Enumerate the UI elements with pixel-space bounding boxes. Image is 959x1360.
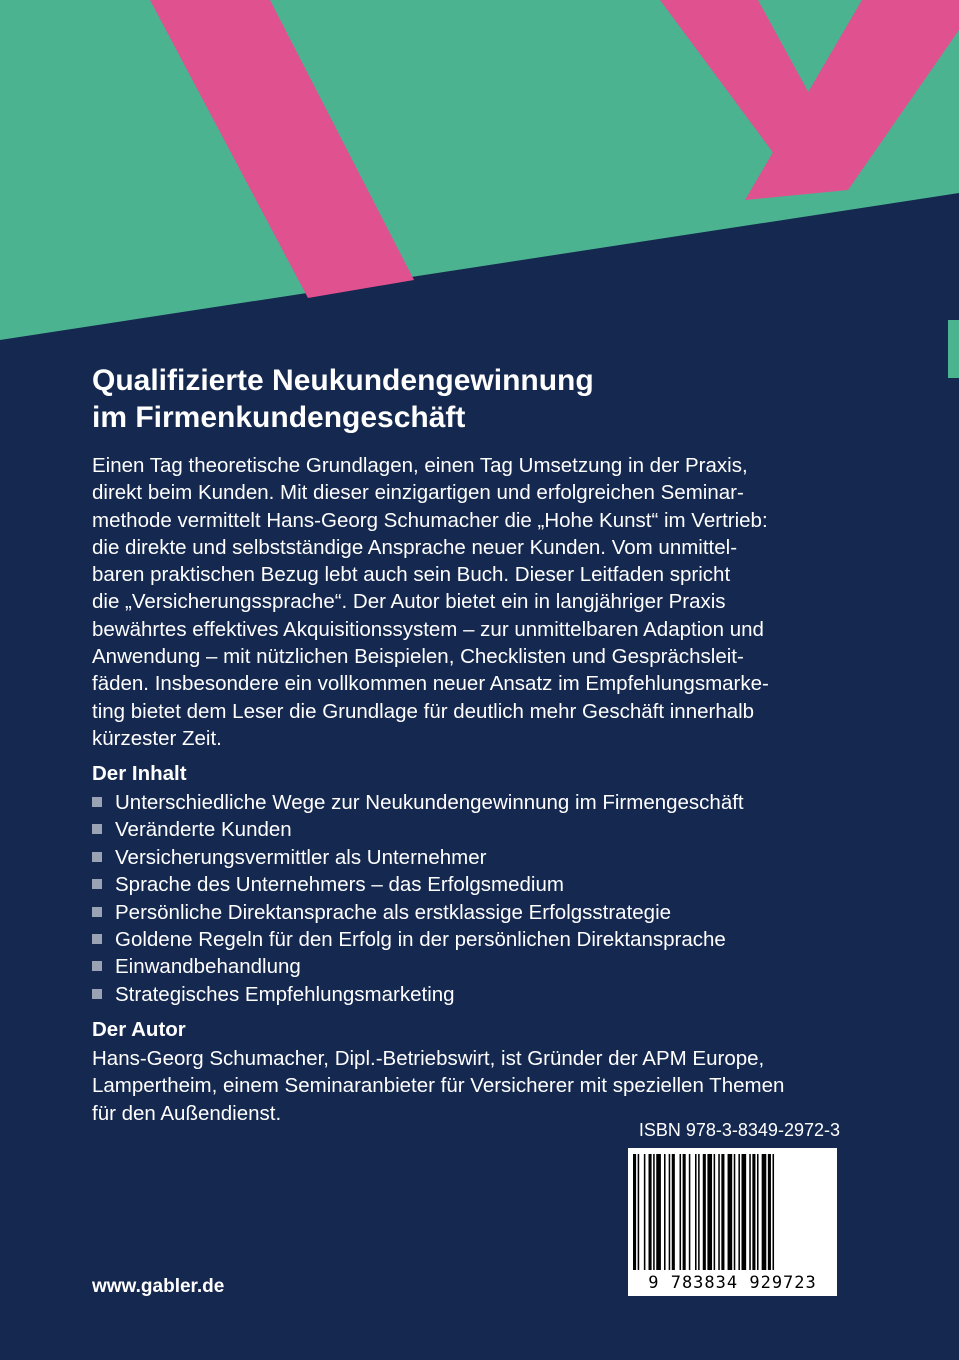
list-item [92, 981, 872, 1008]
blurb-line: bewährtes effektives Akquisitionssystem – zur unmittelbaren Adaption und [92, 617, 764, 641]
blurb-line: fäden. Insbesondere ein vollkommen neuer Ansatz im Empfehlungsmarke- [92, 672, 769, 696]
square-bullet-icon [92, 852, 102, 862]
contents-list [92, 789, 872, 1008]
barcode-bar [749, 1154, 751, 1270]
list-item-text: Strategisches Empfehlungsmarketing [115, 982, 455, 1006]
barcode-bar [718, 1154, 720, 1270]
barcode-bar [698, 1154, 700, 1270]
square-bullet-icon [92, 797, 102, 807]
author-line: Lampertheim, einem Seminaranbieter für Versicherer mit speziellen Themen [92, 1074, 785, 1098]
list-item [92, 953, 872, 980]
blurb-paragraph [92, 452, 832, 752]
contents-heading: Der Inhalt [92, 762, 187, 785]
barcode-bar [695, 1154, 697, 1270]
barcode-bar [669, 1154, 671, 1270]
list-item-text: Goldene Regeln für den Erfolg in der persönlichen Direktansprache [115, 928, 726, 952]
barcode-bar [683, 1154, 686, 1270]
blurb-line: baren praktischen Bezug lebt auch sein Buch. Dieser Leitfaden spricht [92, 563, 731, 587]
barcode-bar [638, 1154, 640, 1270]
barcode-bar [762, 1154, 767, 1270]
author-heading: Der Autor [92, 1018, 186, 1041]
barcode-bar [714, 1154, 716, 1270]
blurb-line: die direkte und selbstständige Ansprache neuer Kunden. Vom unmittel- [92, 535, 738, 559]
blurb-line: kürzester Zeit. [92, 726, 222, 750]
barcode-bar [773, 1154, 775, 1270]
square-bullet-icon [92, 961, 102, 971]
list-item [92, 871, 872, 898]
barcode-bar [742, 1154, 747, 1270]
blurb-line: ting bietet dem Leser die Grundlage für deutlich mehr Geschäft innerhalb [92, 699, 755, 723]
barcode-bar [653, 1154, 655, 1270]
barcode-bars [632, 1154, 833, 1270]
barcode-bar [649, 1154, 652, 1270]
barcode-bar [734, 1154, 736, 1270]
list-item-text: Veränderte Kunden [115, 818, 292, 842]
barcode-bar [633, 1154, 636, 1270]
list-item [92, 899, 872, 926]
barcode-bar [656, 1154, 661, 1270]
barcode-bar [672, 1154, 675, 1270]
barcode-bar [644, 1154, 646, 1270]
list-item [92, 816, 872, 843]
barcode-bar [707, 1154, 712, 1270]
cover-pattern [0, 0, 959, 380]
barcode-bar [721, 1154, 724, 1270]
square-bullet-icon [92, 989, 102, 999]
blurb-line: Anwendung – mit nützlichen Beispielen, Checklisten und Gesprächsleit- [92, 645, 744, 669]
barcode-digits: 9 783834 929723 [648, 1273, 817, 1293]
author-line: Hans-Georg Schumacher, Dipl.-Betriebswirt, ist Gründer der APM Europe, [92, 1047, 765, 1070]
barcode-bar [738, 1154, 740, 1270]
blurb-line: methode vermittelt Hans-Georg Schumacher die „Hohe Kunst“ im Vertrieb: [92, 508, 768, 532]
isbn-label: ISBN 978-3-8349-2972-3 [638, 1120, 840, 1140]
blurb-line: Einen Tag theoretische Grundlagen, einen Tag Umsetzung in der Praxis, [92, 454, 748, 477]
book-title [92, 362, 912, 436]
blurb-line: direkt beim Kunden. Mit dieser einzigartigen und erfolgreichen Seminar- [92, 481, 744, 505]
square-bullet-icon [92, 879, 102, 889]
list-item-text: Persönliche Direktansprache als erstklassige Erfolgsstrategie [115, 900, 672, 924]
square-bullet-icon [92, 907, 102, 917]
barcode [628, 1148, 837, 1296]
barcode-bar [757, 1154, 759, 1270]
author-line: für den Außendienst. [92, 1101, 282, 1125]
list-item [92, 789, 872, 816]
list-item-text: Unterschiedliche Wege zur Neukundengewinnung im Firmengeschäft [115, 791, 744, 814]
barcode-bar [680, 1154, 682, 1270]
barcode-bar [768, 1154, 771, 1270]
barcode-bar [689, 1154, 691, 1270]
barcode-bar [752, 1154, 755, 1270]
square-bullet-icon [92, 934, 102, 944]
barcode-bar [664, 1154, 666, 1270]
barcode-bar [728, 1154, 733, 1270]
square-bullet-icon [92, 824, 102, 834]
author-paragraph [92, 1045, 852, 1127]
list-item-text: Versicherungsvermittler als Unternehmer [115, 845, 487, 869]
list-item [92, 844, 872, 871]
publisher-website: www.gabler.de [92, 1276, 225, 1297]
blurb-line: die „Versicherungssprache“. Der Autor bietet ein in langjähriger Praxis [92, 590, 726, 614]
barcode-bar [703, 1154, 706, 1270]
teal-edge-sliver [948, 320, 959, 378]
title-line: im Firmenkundengeschäft [92, 401, 466, 434]
list-item-text: Sprache des Unternehmers – das Erfolgsmedium [115, 873, 564, 897]
list-item-text: Einwandbehandlung [115, 955, 301, 979]
list-item [92, 926, 872, 953]
title-line: Qualifizierte Neukundengewinnung [92, 364, 594, 397]
